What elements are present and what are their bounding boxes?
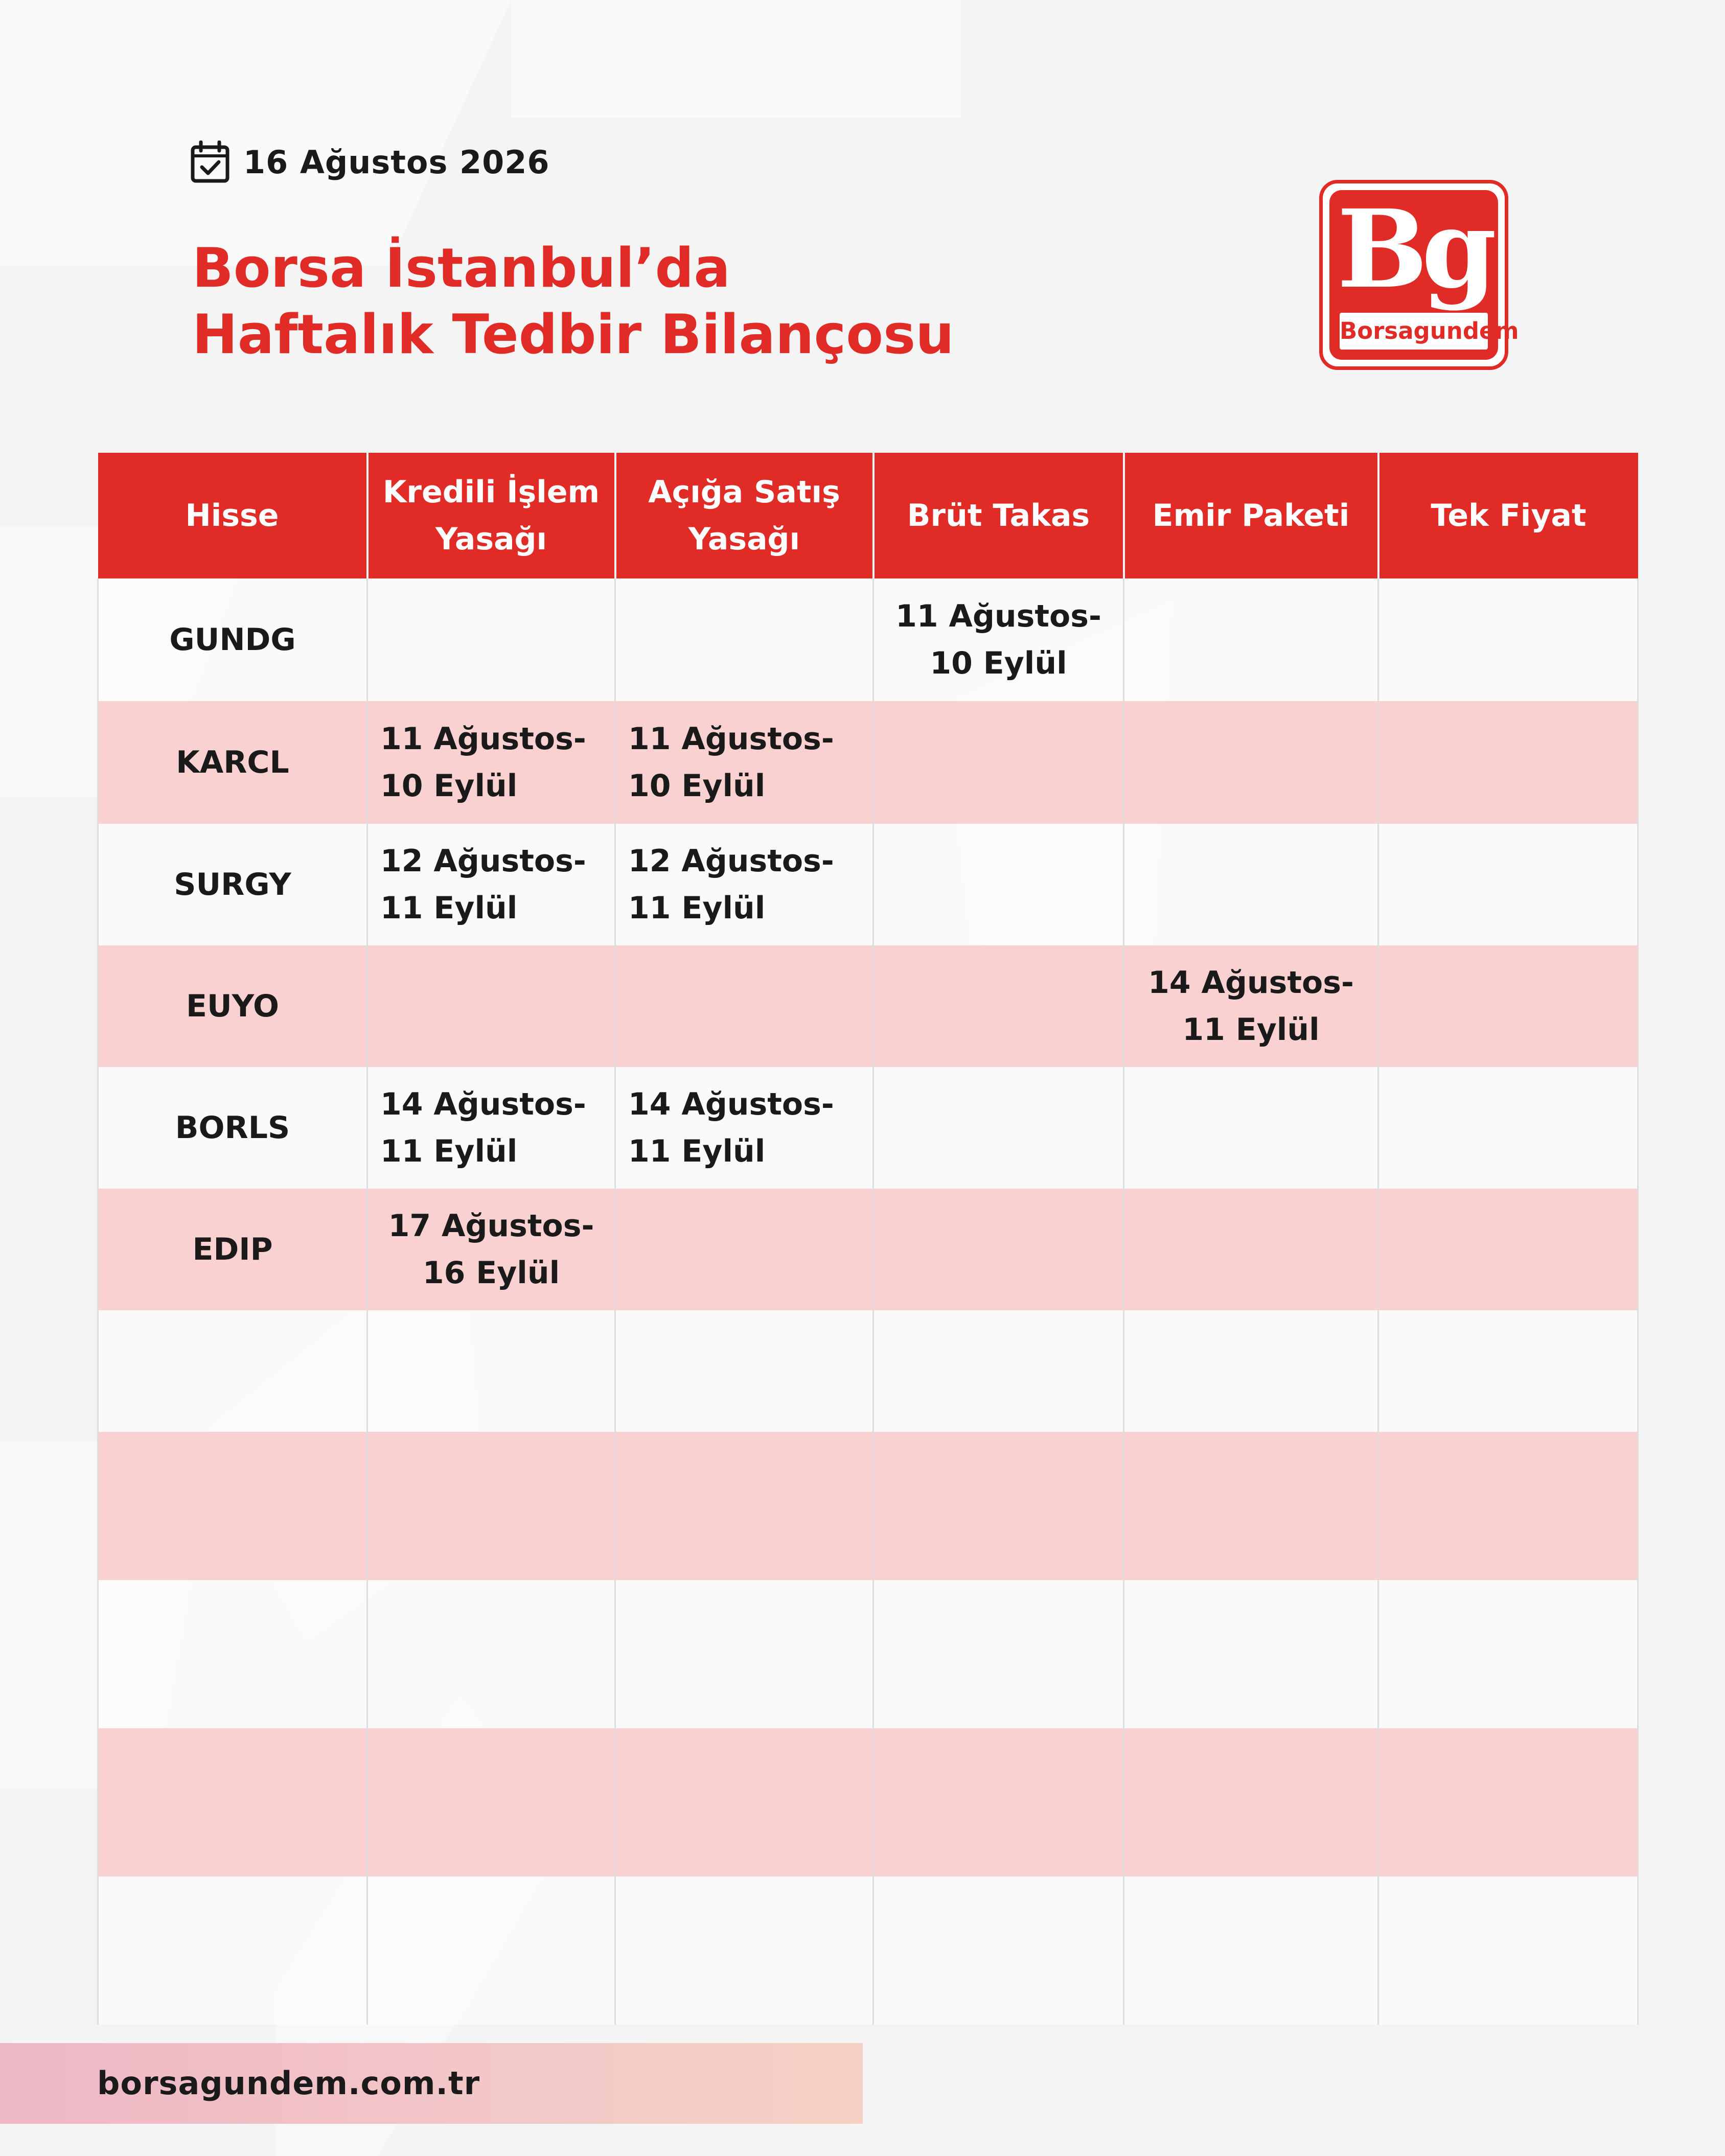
table-cell (367, 945, 615, 1067)
table-header-row (98, 453, 1638, 578)
table-row (98, 1876, 1638, 2025)
column-header-tek-fiyat: Tek Fiyat (1378, 453, 1638, 578)
logo-label: Borsagundem (1340, 313, 1488, 350)
table-row (98, 1310, 1638, 1432)
table-cell (615, 945, 873, 1067)
table-row (98, 701, 1638, 824)
table-cell: 17 Ağustos-16 Eylül (367, 1189, 615, 1310)
stock-cell: SURGY (98, 824, 367, 945)
stock-cell (98, 1432, 367, 1580)
table-cell: 14 Ağustos-11 Eylül (615, 1067, 873, 1189)
table-cell (1378, 1728, 1638, 1876)
table-cell (615, 1189, 873, 1310)
table-row (98, 1189, 1638, 1310)
table-cell (873, 1876, 1124, 2025)
table-cell (615, 1310, 873, 1432)
measures-table-wrapper (97, 453, 1637, 2025)
column-header-aciga-satis: Açığa Satış Yasağı (615, 453, 873, 578)
stock-cell (98, 1580, 367, 1728)
table-cell: 12 Ağustos-11 Eylül (615, 824, 873, 945)
date-text: 16 Ağustos 2026 (243, 143, 550, 181)
stock-cell: KARCL (98, 701, 367, 824)
table-cell (367, 578, 615, 701)
table-cell (873, 1432, 1124, 1580)
table-cell (367, 1580, 615, 1728)
table-cell: 11 Ağustos-10 Eylül (367, 701, 615, 824)
table-cell: 11 Ağustos-10 Eylül (615, 701, 873, 824)
table-cell (1124, 1067, 1378, 1189)
table-cell (1124, 1432, 1378, 1580)
table-row (98, 1432, 1638, 1580)
table-cell (1378, 1189, 1638, 1310)
table-cell (1124, 1728, 1378, 1876)
table-cell (1124, 1189, 1378, 1310)
footer-bar (0, 2043, 863, 2124)
column-header-brut-takas: Brüt Takas (873, 453, 1124, 578)
logo-badge (1329, 186, 1519, 360)
table-cell (1378, 701, 1638, 824)
table-cell (1378, 578, 1638, 701)
table-cell (367, 1310, 615, 1432)
table-cell (1124, 578, 1378, 701)
table-cell: 14 Ağustos-11 Eylül (367, 1067, 615, 1189)
table-cell (615, 1432, 873, 1580)
table-cell (615, 1728, 873, 1876)
date-row (190, 139, 550, 185)
table-cell (1378, 1876, 1638, 2025)
stock-cell: EUYO (98, 945, 367, 1067)
stock-cell (98, 1876, 367, 2025)
table-cell (367, 1432, 615, 1580)
table-row (98, 1067, 1638, 1189)
title-line-1: Borsa İstanbul’da (192, 237, 730, 299)
measures-table (97, 453, 1639, 2025)
table-cell (1378, 1580, 1638, 1728)
table-cell (367, 1876, 615, 2025)
stock-cell: GUNDG (98, 578, 367, 701)
column-header-hisse: Hisse (98, 453, 367, 578)
table-cell (615, 1876, 873, 2025)
table-cell (1378, 1310, 1638, 1432)
table-cell (615, 578, 873, 701)
table-cell: 12 Ağustos-11 Eylül (367, 824, 615, 945)
stock-cell: EDIP (98, 1189, 367, 1310)
column-header-kredili-islem: Kredili İşlem Yasağı (367, 453, 615, 578)
table-cell: 11 Ağustos-10 Eylül (873, 578, 1124, 701)
table-cell (1124, 1580, 1378, 1728)
table-row (98, 1580, 1638, 1728)
table-row (98, 1728, 1638, 1876)
table-row (98, 578, 1638, 701)
column-header-emir-paketi: Emir Paketi (1124, 453, 1378, 578)
title-line-2: Haftalık Tedbir Bilançosu (192, 303, 954, 366)
table-cell (873, 1728, 1124, 1876)
stock-cell (98, 1310, 367, 1432)
table-cell (873, 1189, 1124, 1310)
table-row (98, 945, 1638, 1067)
stock-cell: BORLS (98, 1067, 367, 1189)
table-cell (1124, 701, 1378, 824)
table-cell (1378, 1067, 1638, 1189)
table-cell: 14 Ağustos-11 Eylül (1124, 945, 1378, 1067)
page-title (192, 235, 954, 368)
footer-url: borsagundem.com.tr (97, 2065, 480, 2102)
table-cell (873, 945, 1124, 1067)
table-cell (873, 1310, 1124, 1432)
table-cell (873, 824, 1124, 945)
logo-mark: Bg (1337, 186, 1491, 312)
table-cell (873, 1067, 1124, 1189)
table-cell (615, 1580, 873, 1728)
table-cell (873, 1580, 1124, 1728)
table-cell (1124, 1310, 1378, 1432)
table-cell (1124, 824, 1378, 945)
calendar-check-icon (190, 141, 230, 183)
stock-cell (98, 1728, 367, 1876)
table-cell (873, 701, 1124, 824)
table-cell (1378, 824, 1638, 945)
table-cell (367, 1728, 615, 1876)
table-cell (1124, 1876, 1378, 2025)
table-cell (1378, 945, 1638, 1067)
borsagundem-logo (1319, 180, 1519, 370)
table-cell (1378, 1432, 1638, 1580)
table-row (98, 824, 1638, 945)
